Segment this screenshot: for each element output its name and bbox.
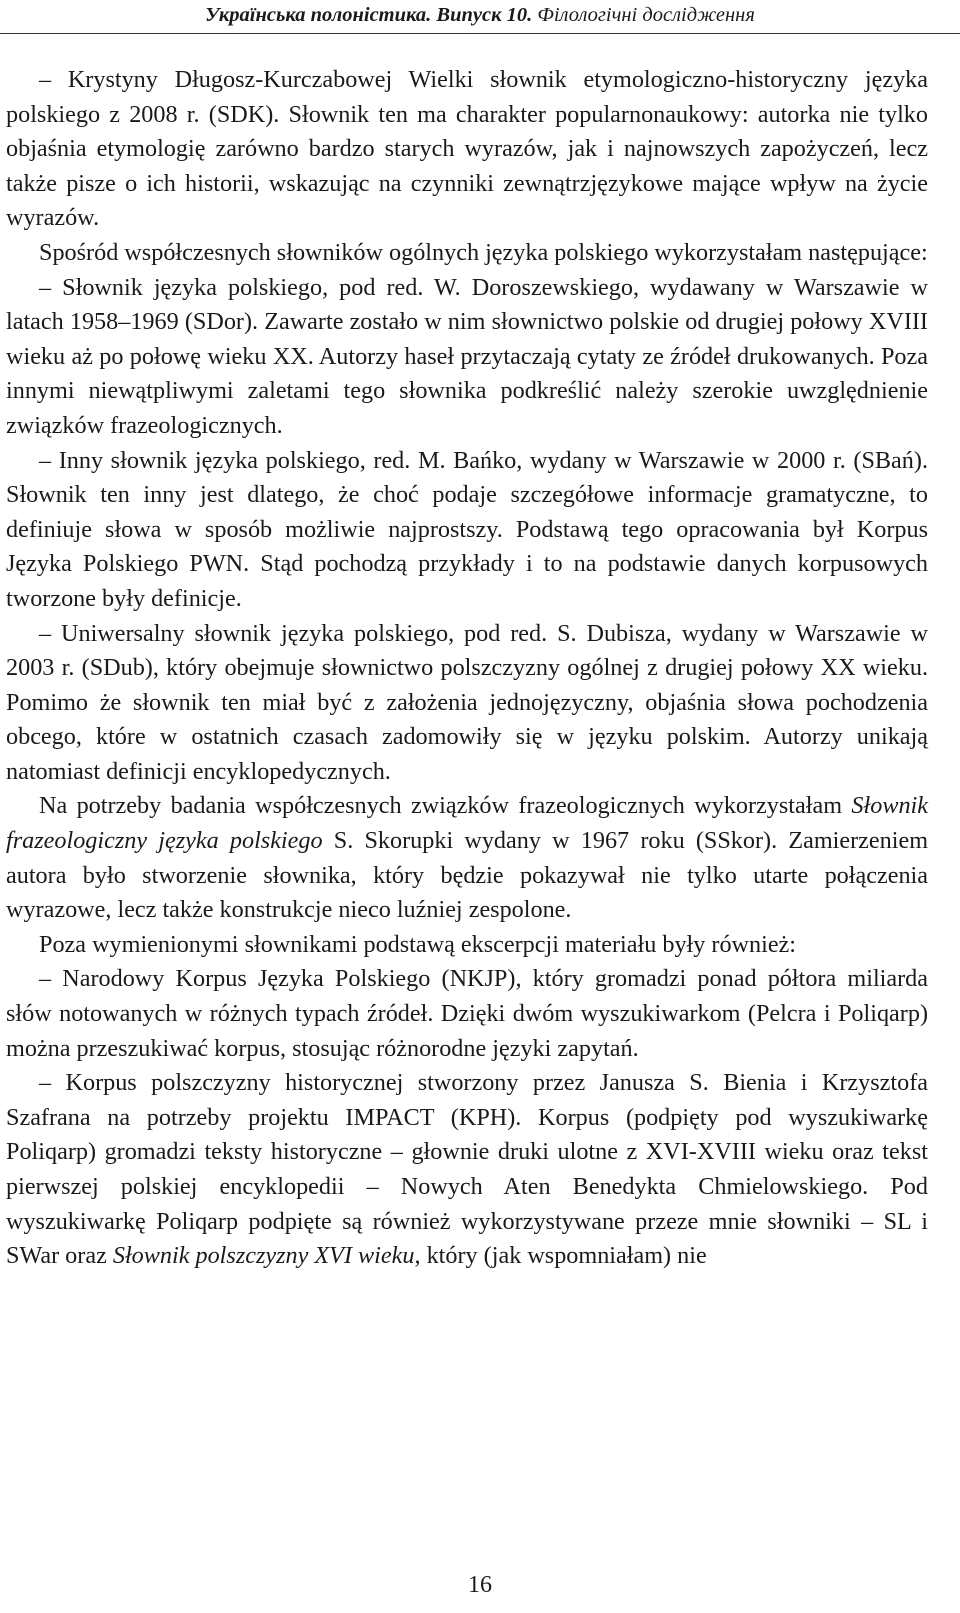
page-number: 16 <box>468 1572 492 1598</box>
paragraph <box>6 444 928 617</box>
text-run: S. Skorupki wydany w 1967 roku (SSkor). Zamierzeniem autora było stworzenie słownika, który będzie pokazywał nie tylko utarte połączenia wyrazowe, lecz także konstrukcje nieco luźniej zespolone. <box>6 827 929 924</box>
paragraph <box>6 617 928 790</box>
running-header <box>0 0 960 34</box>
series-title: Філологічні дослідження <box>537 4 755 26</box>
paragraph <box>6 271 928 444</box>
text-run: Spośród współczesnych słowników ogólnych języka polskiego wykorzystałam następujące: <box>39 238 928 266</box>
text-run: – Uniwersalny słownik języka polskiego, pod red. S. Dubisza, wydany w Warszawie w 2003 r. (SDub), który obejmuje słownictwo polszczyzny ogólnej z drugiej połowy XX wieku. Pomimo że słownik ten miał być z założenia jednojęzyczny, objaśnia słowa pochodzenia obcego, które w ostatnich czasach zadomowiły się w języku polskim. Autorzy unikają natomiast definicji encyklopedycznych. <box>6 619 928 785</box>
text-run: – Narodowy Korpus Języka Polskiego (NKJP), który gromadzi ponad półtora miliarda słów notowanych w różnych typach źródeł. Dzięki dwóm wyszukiwarkom (Pelcra i Poliqarp) można przeszukiwać korpus, stosując różnorodne języki zapytań. <box>6 965 928 1062</box>
text-run: – Słownik języka polskiego, pod red. W. Doroszewskiego, wydawany w Warszawie w latach 1958–1969 (SDor). Zawarte zostało w nim słownictwo polskie od drugiej połowy XVIII wieku aż po połowę wieku XX. Autorzy haseł przytaczają cytaty ze źródeł drukowanych. Poza innymi niewątpliwymi zaletami tego słownika podkreślić należy szerokie uwzględnienie związków frazeologicznych. <box>6 273 928 439</box>
text-run: Poza wymienionymi słownikami podstawą ekscerpcji materiału były również: <box>39 930 797 958</box>
paragraph <box>6 789 928 927</box>
text-run: – Krystyny Długosz-Kurczabowej Wielki słownik etymologiczno-historyczny języka polskiego z 2008 r. (SDK). Słownik ten ma charakter popularnonaukowy: autorka nie tylko objaśnia etymologię zarówno bardzo starych wyrazów, jak i najnowszych zapożyczeń, lecz także pisze o ich historii, wskazując na czynniki zewnątrzjęzykowe mające wpływ na życie wyrazów. <box>6 66 928 232</box>
journal-title: Українська полоністика. Випуск 10. <box>205 4 533 26</box>
italic-title: Słownik polszczyzny XVI wieku <box>112 1242 415 1270</box>
text-run: – Korpus polszczyzny historycznej stworzony przez Janusza S. Bienia i Krzysztofa Szafrana na potrzeby projektu IMPACT (KPH). Korpus (podpięty pod wyszukiwarkę Poliqarp) gromadzi teksty historyczne – głownie druki ulotne z XVI-XVIII wieku oraz tekst pierwszej polskiej encyklopedii – Nowych Aten Benedykta Chmielowskiego. Pod wyszukiwarkę Poliqarp podpięte są również wykorzystywane przeze mnie słowniki – SL i SWar oraz <box>6 1069 928 1270</box>
paragraph <box>6 928 928 963</box>
paragraph <box>6 962 928 1066</box>
paragraph <box>6 63 928 236</box>
body-text <box>6 63 928 1274</box>
italic-title: Słownik frazeologiczny języka polskiego <box>6 792 928 855</box>
paragraph <box>6 1066 928 1274</box>
text-run: Na potrzeby badania współczesnych związków frazeologicznych wykorzystałam <box>39 792 852 820</box>
text-run: , który (jak wspomniałam) nie <box>414 1242 707 1270</box>
text-run: – Inny słownik języka polskiego, red. M. Bańko, wydany w Warszawie w 2000 r. (SBań). Słownik ten inny jest dlatego, że choć podaje szczegółowe informacje gramatyczne, to definiuje słowa w sposób możliwie najprostszy. Podstawą tego opracowania był Korpus Języka Polskiego PWN. Stąd pochodzą przykłady i to na podstawie danych korpusowych tworzone były definicje. <box>6 446 928 612</box>
paragraph <box>6 236 928 271</box>
